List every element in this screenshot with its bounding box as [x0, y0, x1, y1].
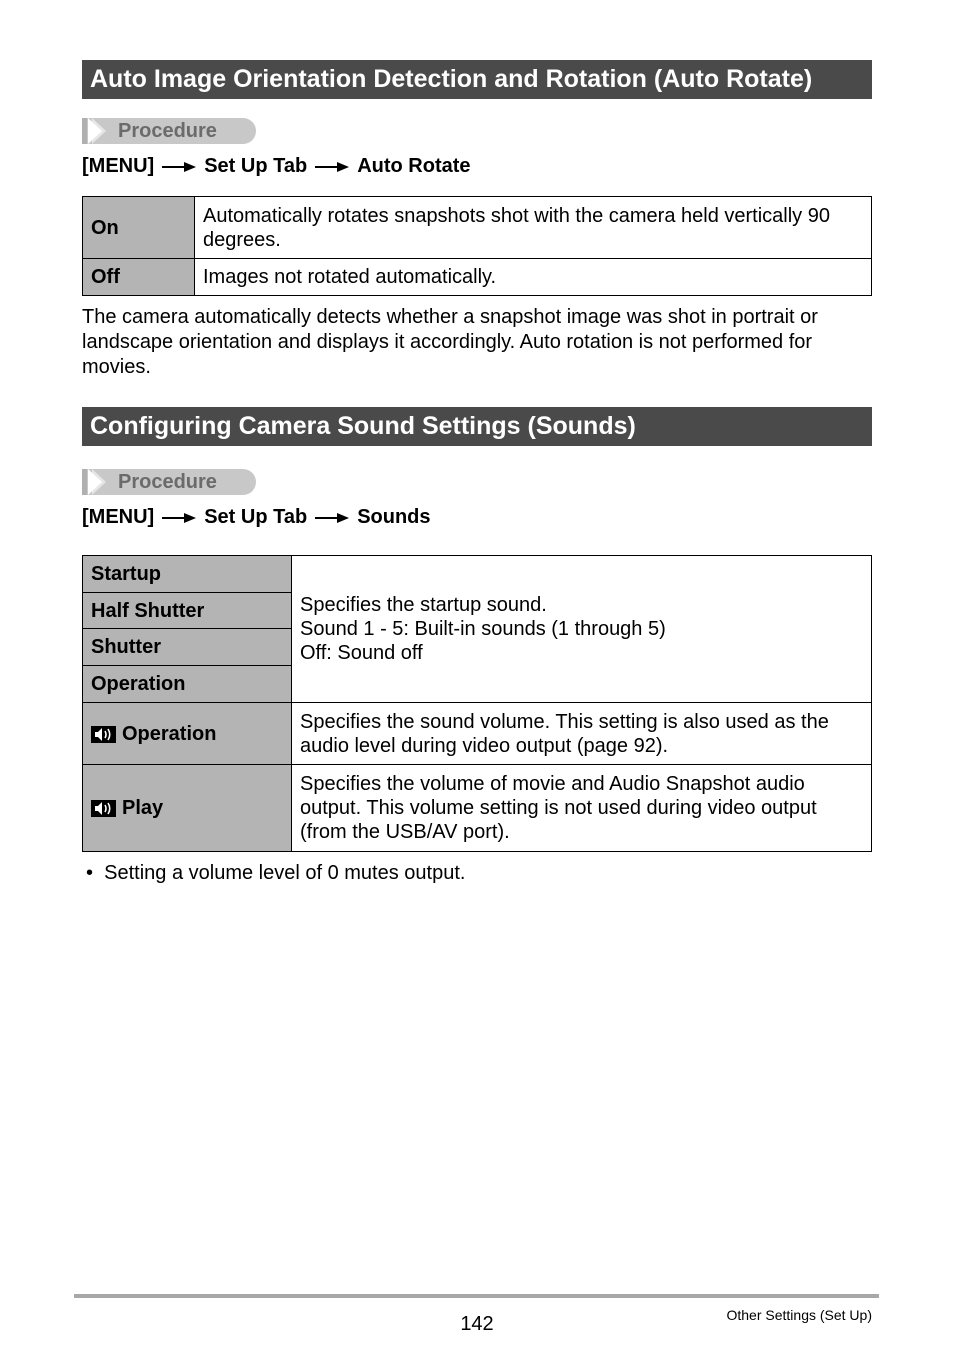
path-step: Set Up Tab	[204, 506, 308, 528]
note-text: Setting a volume level of 0 mutes output.	[104, 862, 466, 884]
auto-rotate-paragraph: The camera automatically detects whether a snapshot image was shot in portrait or landscape orientation and displays it accordingly. Auto rotation is not performed for movies.	[82, 306, 818, 378]
table-row	[83, 703, 872, 765]
volume-key-label: Operation	[122, 722, 217, 745]
sound-key: Startup	[83, 556, 292, 593]
sound-key: Shutter	[83, 629, 292, 666]
menu-path-sounds	[82, 506, 431, 529]
sound-desc-line: Sound 1 - 5: Built-in sounds (1 through 5)	[300, 618, 666, 640]
procedure-badge	[82, 118, 256, 144]
volume-desc: Specifies the sound volume. This setting is also used as the audio level during video output (page 92).	[292, 703, 872, 765]
table-row	[83, 197, 872, 259]
speaker-icon	[91, 726, 116, 743]
option-key: On	[83, 197, 195, 259]
arrow-right-icon	[315, 160, 349, 174]
section-title-auto-rotate: Auto Image Orientation Detection and Rotation (Auto Rotate)	[82, 60, 872, 99]
arrow-right-icon	[162, 511, 196, 525]
procedure-badge	[82, 469, 256, 495]
option-key: Off	[83, 259, 195, 296]
procedure-label: Procedure	[118, 471, 217, 493]
path-step: Sounds	[357, 506, 431, 528]
path-step: [MENU]	[82, 506, 155, 528]
arrow-right-icon	[315, 511, 349, 525]
auto-rotate-table	[82, 196, 872, 296]
option-desc: Images not rotated automatically.	[195, 259, 872, 296]
path-step: Auto Rotate	[357, 155, 471, 177]
sound-desc-line: Specifies the startup sound.	[300, 594, 547, 616]
menu-path-auto-rotate	[82, 155, 471, 178]
path-step: [MENU]	[82, 155, 155, 177]
arrow-right-icon	[162, 160, 196, 174]
page-number: 142	[460, 1313, 494, 1335]
table-row	[83, 556, 872, 593]
volume-key	[83, 765, 292, 852]
section-title-sounds: Configuring Camera Sound Settings (Sounds)	[82, 407, 872, 446]
sound-desc-line: Off: Sound off	[300, 642, 423, 664]
table-row	[83, 259, 872, 296]
volume-desc: Specifies the volume of movie and Audio Snapshot audio output. This volume setting is not used during video output (from the USB/AV port).	[292, 765, 872, 852]
sounds-table	[82, 555, 872, 852]
footer-divider	[74, 1294, 879, 1298]
procedure-label: Procedure	[118, 120, 217, 142]
speaker-icon	[91, 800, 116, 817]
footer-section-name: Other Settings (Set Up)	[726, 1307, 872, 1323]
path-step: Set Up Tab	[204, 155, 308, 177]
sound-desc	[292, 556, 872, 703]
option-desc: Automatically rotates snapshots shot with the camera held vertically 90 degrees.	[195, 197, 872, 259]
sound-key: Half Shutter	[83, 593, 292, 629]
sound-key: Operation	[83, 666, 292, 703]
volume-key-label: Play	[122, 797, 164, 819]
note-bullet: • Setting a volume level of 0 mutes output.	[86, 862, 466, 884]
table-row	[83, 765, 872, 852]
volume-key	[83, 703, 292, 765]
